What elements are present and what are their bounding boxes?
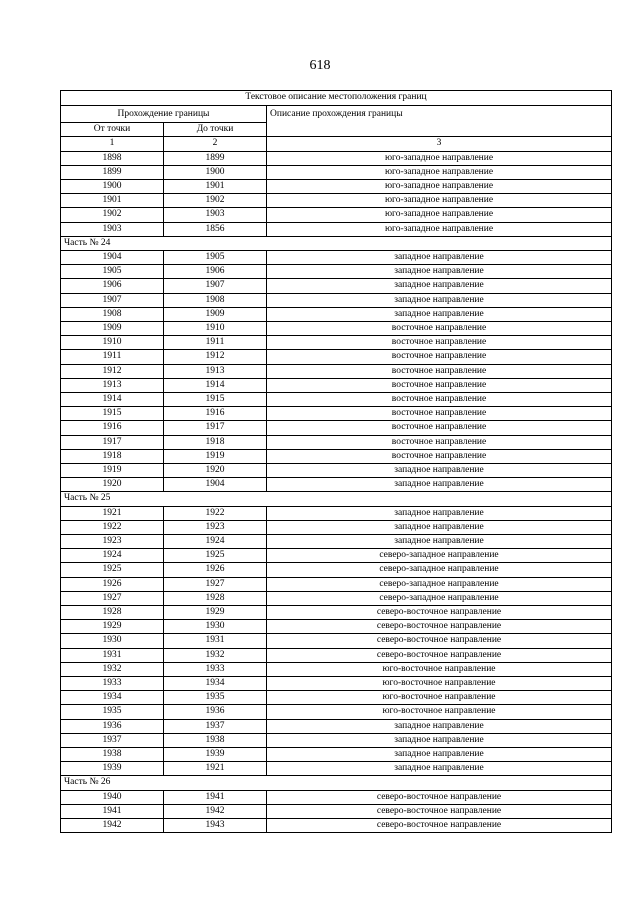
table-row: [61, 179, 612, 193]
section-row: [61, 776, 612, 790]
to-point-cell: 1917: [164, 421, 267, 435]
table-row: [61, 733, 612, 747]
description-cell: юго-восточное направление: [267, 691, 612, 705]
table-row: [61, 819, 612, 833]
description-cell: юго-западное направление: [267, 151, 612, 165]
from-point-cell: 1915: [61, 407, 164, 421]
to-point-cell: 1929: [164, 606, 267, 620]
from-point-cell: 1933: [61, 677, 164, 691]
to-point-cell: 1911: [164, 336, 267, 350]
description-cell: юго-западное направление: [267, 165, 612, 179]
from-point-cell: 1922: [61, 520, 164, 534]
from-point-cell: 1911: [61, 350, 164, 364]
table-row: [61, 208, 612, 222]
from-point-cell: 1910: [61, 336, 164, 350]
description-cell: восточное направление: [267, 435, 612, 449]
table-title-row: [61, 91, 612, 106]
table-row: [61, 648, 612, 662]
table-row: [61, 350, 612, 364]
column-number-row: [61, 137, 612, 152]
from-point-cell: 1901: [61, 194, 164, 208]
table-row: [61, 591, 612, 605]
description-cell: восточное направление: [267, 392, 612, 406]
from-point-cell: 1938: [61, 748, 164, 762]
from-point-cell: 1920: [61, 478, 164, 492]
from-point-cell: 1936: [61, 719, 164, 733]
description-cell: северо-западное направление: [267, 577, 612, 591]
table-row: [61, 421, 612, 435]
table-row: [61, 691, 612, 705]
table-row: [61, 577, 612, 591]
description-cell: восточное направление: [267, 336, 612, 350]
table-row: [61, 222, 612, 236]
to-point-cell: 1906: [164, 265, 267, 279]
from-point-cell: 1929: [61, 620, 164, 634]
to-point-cell: 1934: [164, 677, 267, 691]
table-row: [61, 762, 612, 776]
to-point-cell: 1924: [164, 534, 267, 548]
description-cell: юго-западное направление: [267, 222, 612, 236]
from-point-cell: 1906: [61, 279, 164, 293]
from-point-cell: 1939: [61, 762, 164, 776]
description-cell: юго-западное направление: [267, 179, 612, 193]
description-cell: западное направление: [267, 307, 612, 321]
table-row: [61, 748, 612, 762]
description-cell: западное направление: [267, 265, 612, 279]
section-label: Часть № 25: [61, 492, 612, 506]
description-cell: северо-восточное направление: [267, 648, 612, 662]
from-point-cell: 1940: [61, 790, 164, 804]
table-title: Текстовое описание местоположения границ: [61, 91, 612, 106]
to-point-cell: 1916: [164, 407, 267, 421]
table-row: [61, 705, 612, 719]
description-cell: западное направление: [267, 748, 612, 762]
to-header: До точки: [164, 122, 267, 137]
table-row: [61, 265, 612, 279]
description-cell: восточное направление: [267, 321, 612, 335]
description-cell: восточное направление: [267, 449, 612, 463]
to-point-cell: 1909: [164, 307, 267, 321]
description-cell: западное направление: [267, 762, 612, 776]
description-cell: северо-западное направление: [267, 563, 612, 577]
description-cell: северо-восточное направление: [267, 790, 612, 804]
boundary-table-body: [61, 91, 612, 833]
table-row: [61, 549, 612, 563]
table-row: [61, 634, 612, 648]
to-point-cell: 1903: [164, 208, 267, 222]
description-cell: северо-западное направление: [267, 591, 612, 605]
from-point-cell: 1916: [61, 421, 164, 435]
to-point-cell: 1927: [164, 577, 267, 591]
table-row: [61, 321, 612, 335]
column-number-3: 3: [267, 137, 612, 152]
to-point-cell: 1937: [164, 719, 267, 733]
from-point-cell: 1917: [61, 435, 164, 449]
description-cell: восточное направление: [267, 421, 612, 435]
from-point-cell: 1908: [61, 307, 164, 321]
to-point-cell: 1904: [164, 478, 267, 492]
to-point-cell: 1942: [164, 804, 267, 818]
table-row: [61, 790, 612, 804]
table-row: [61, 620, 612, 634]
table-row: [61, 804, 612, 818]
to-point-cell: 1935: [164, 691, 267, 705]
from-point-cell: 1914: [61, 392, 164, 406]
description-cell: восточное направление: [267, 364, 612, 378]
to-point-cell: 1933: [164, 662, 267, 676]
to-point-cell: 1919: [164, 449, 267, 463]
section-row: [61, 236, 612, 250]
table-row: [61, 534, 612, 548]
to-point-cell: 1918: [164, 435, 267, 449]
table-row: [61, 336, 612, 350]
to-point-cell: 1925: [164, 549, 267, 563]
to-point-cell: 1905: [164, 250, 267, 264]
to-point-cell: 1938: [164, 733, 267, 747]
to-point-cell: 1900: [164, 165, 267, 179]
to-point-cell: 1928: [164, 591, 267, 605]
from-point-cell: 1898: [61, 151, 164, 165]
from-point-cell: 1918: [61, 449, 164, 463]
to-point-cell: 1932: [164, 648, 267, 662]
description-cell: северо-восточное направление: [267, 804, 612, 818]
to-point-cell: 1915: [164, 392, 267, 406]
description-cell: западное направление: [267, 506, 612, 520]
to-point-cell: 1910: [164, 321, 267, 335]
page-number: 618: [309, 58, 331, 73]
from-point-cell: 1905: [61, 265, 164, 279]
table-row: [61, 165, 612, 179]
to-point-cell: 1930: [164, 620, 267, 634]
section-label: Часть № 26: [61, 776, 612, 790]
to-point-cell: 1908: [164, 293, 267, 307]
description-cell: западное направление: [267, 733, 612, 747]
from-point-cell: 1909: [61, 321, 164, 335]
from-point-cell: 1923: [61, 534, 164, 548]
from-point-cell: 1937: [61, 733, 164, 747]
description-cell: восточное направление: [267, 378, 612, 392]
from-point-cell: 1902: [61, 208, 164, 222]
from-point-cell: 1935: [61, 705, 164, 719]
header-row-passage: [61, 105, 612, 122]
to-point-cell: 1914: [164, 378, 267, 392]
to-point-cell: 1856: [164, 222, 267, 236]
table-row: [61, 392, 612, 406]
description-cell: северо-восточное направление: [267, 819, 612, 833]
from-point-cell: 1928: [61, 606, 164, 620]
to-point-cell: 1941: [164, 790, 267, 804]
to-point-cell: 1899: [164, 151, 267, 165]
table-row: [61, 520, 612, 534]
table-row: [61, 449, 612, 463]
from-point-cell: 1903: [61, 222, 164, 236]
description-cell: западное направление: [267, 293, 612, 307]
to-point-cell: 1921: [164, 762, 267, 776]
from-point-cell: 1899: [61, 165, 164, 179]
description-cell: западное направление: [267, 520, 612, 534]
from-point-cell: 1925: [61, 563, 164, 577]
description-cell: юго-восточное направление: [267, 705, 612, 719]
from-point-cell: 1904: [61, 250, 164, 264]
from-point-cell: 1900: [61, 179, 164, 193]
table-row: [61, 279, 612, 293]
section-row: [61, 492, 612, 506]
description-cell: северо-западное направление: [267, 549, 612, 563]
column-number-1: 1: [61, 137, 164, 152]
table-row: [61, 463, 612, 477]
from-point-cell: 1919: [61, 463, 164, 477]
from-point-cell: 1913: [61, 378, 164, 392]
from-point-cell: 1912: [61, 364, 164, 378]
description-cell: северо-восточное направление: [267, 634, 612, 648]
table-row: [61, 606, 612, 620]
to-point-cell: 1912: [164, 350, 267, 364]
description-cell: юго-западное направление: [267, 194, 612, 208]
table-row: [61, 677, 612, 691]
table-row: [61, 662, 612, 676]
table-row: [61, 307, 612, 321]
from-point-cell: 1926: [61, 577, 164, 591]
boundary-table: [60, 90, 612, 833]
to-point-cell: 1907: [164, 279, 267, 293]
description-cell: юго-восточное направление: [267, 662, 612, 676]
table-row: [61, 378, 612, 392]
table-row: [61, 506, 612, 520]
from-point-cell: 1921: [61, 506, 164, 520]
from-point-cell: 1942: [61, 819, 164, 833]
description-cell: северо-восточное направление: [267, 606, 612, 620]
table-row: [61, 364, 612, 378]
passage-header: Прохождение границы: [61, 105, 267, 122]
description-cell: восточное направление: [267, 407, 612, 421]
description-cell: юго-восточное направление: [267, 677, 612, 691]
table-row: [61, 194, 612, 208]
to-point-cell: 1926: [164, 563, 267, 577]
to-point-cell: 1901: [164, 179, 267, 193]
table-row: [61, 151, 612, 165]
to-point-cell: 1923: [164, 520, 267, 534]
to-point-cell: 1931: [164, 634, 267, 648]
table-row: [61, 435, 612, 449]
from-point-cell: 1931: [61, 648, 164, 662]
description-cell: западное направление: [267, 478, 612, 492]
from-point-cell: 1930: [61, 634, 164, 648]
from-point-cell: 1941: [61, 804, 164, 818]
table-row: [61, 478, 612, 492]
column-number-2: 2: [164, 137, 267, 152]
description-cell: западное направление: [267, 719, 612, 733]
description-cell: восточное направление: [267, 350, 612, 364]
description-cell: западное направление: [267, 279, 612, 293]
from-point-cell: 1927: [61, 591, 164, 605]
table-row: [61, 719, 612, 733]
table-row: [61, 407, 612, 421]
to-point-cell: 1943: [164, 819, 267, 833]
description-cell: юго-западное направление: [267, 208, 612, 222]
description-header: Описание прохождения границы: [267, 105, 612, 137]
to-point-cell: 1936: [164, 705, 267, 719]
from-point-cell: 1924: [61, 549, 164, 563]
from-point-cell: 1934: [61, 691, 164, 705]
description-cell: западное направление: [267, 534, 612, 548]
description-cell: северо-восточное направление: [267, 620, 612, 634]
to-point-cell: 1913: [164, 364, 267, 378]
to-point-cell: 1939: [164, 748, 267, 762]
table-row: [61, 293, 612, 307]
to-point-cell: 1902: [164, 194, 267, 208]
to-point-cell: 1920: [164, 463, 267, 477]
description-cell: западное направление: [267, 250, 612, 264]
table-row: [61, 563, 612, 577]
from-point-cell: 1907: [61, 293, 164, 307]
to-point-cell: 1922: [164, 506, 267, 520]
description-cell: западное направление: [267, 463, 612, 477]
section-label: Часть № 24: [61, 236, 612, 250]
from-header: От точки: [61, 122, 164, 137]
table-row: [61, 250, 612, 264]
from-point-cell: 1932: [61, 662, 164, 676]
